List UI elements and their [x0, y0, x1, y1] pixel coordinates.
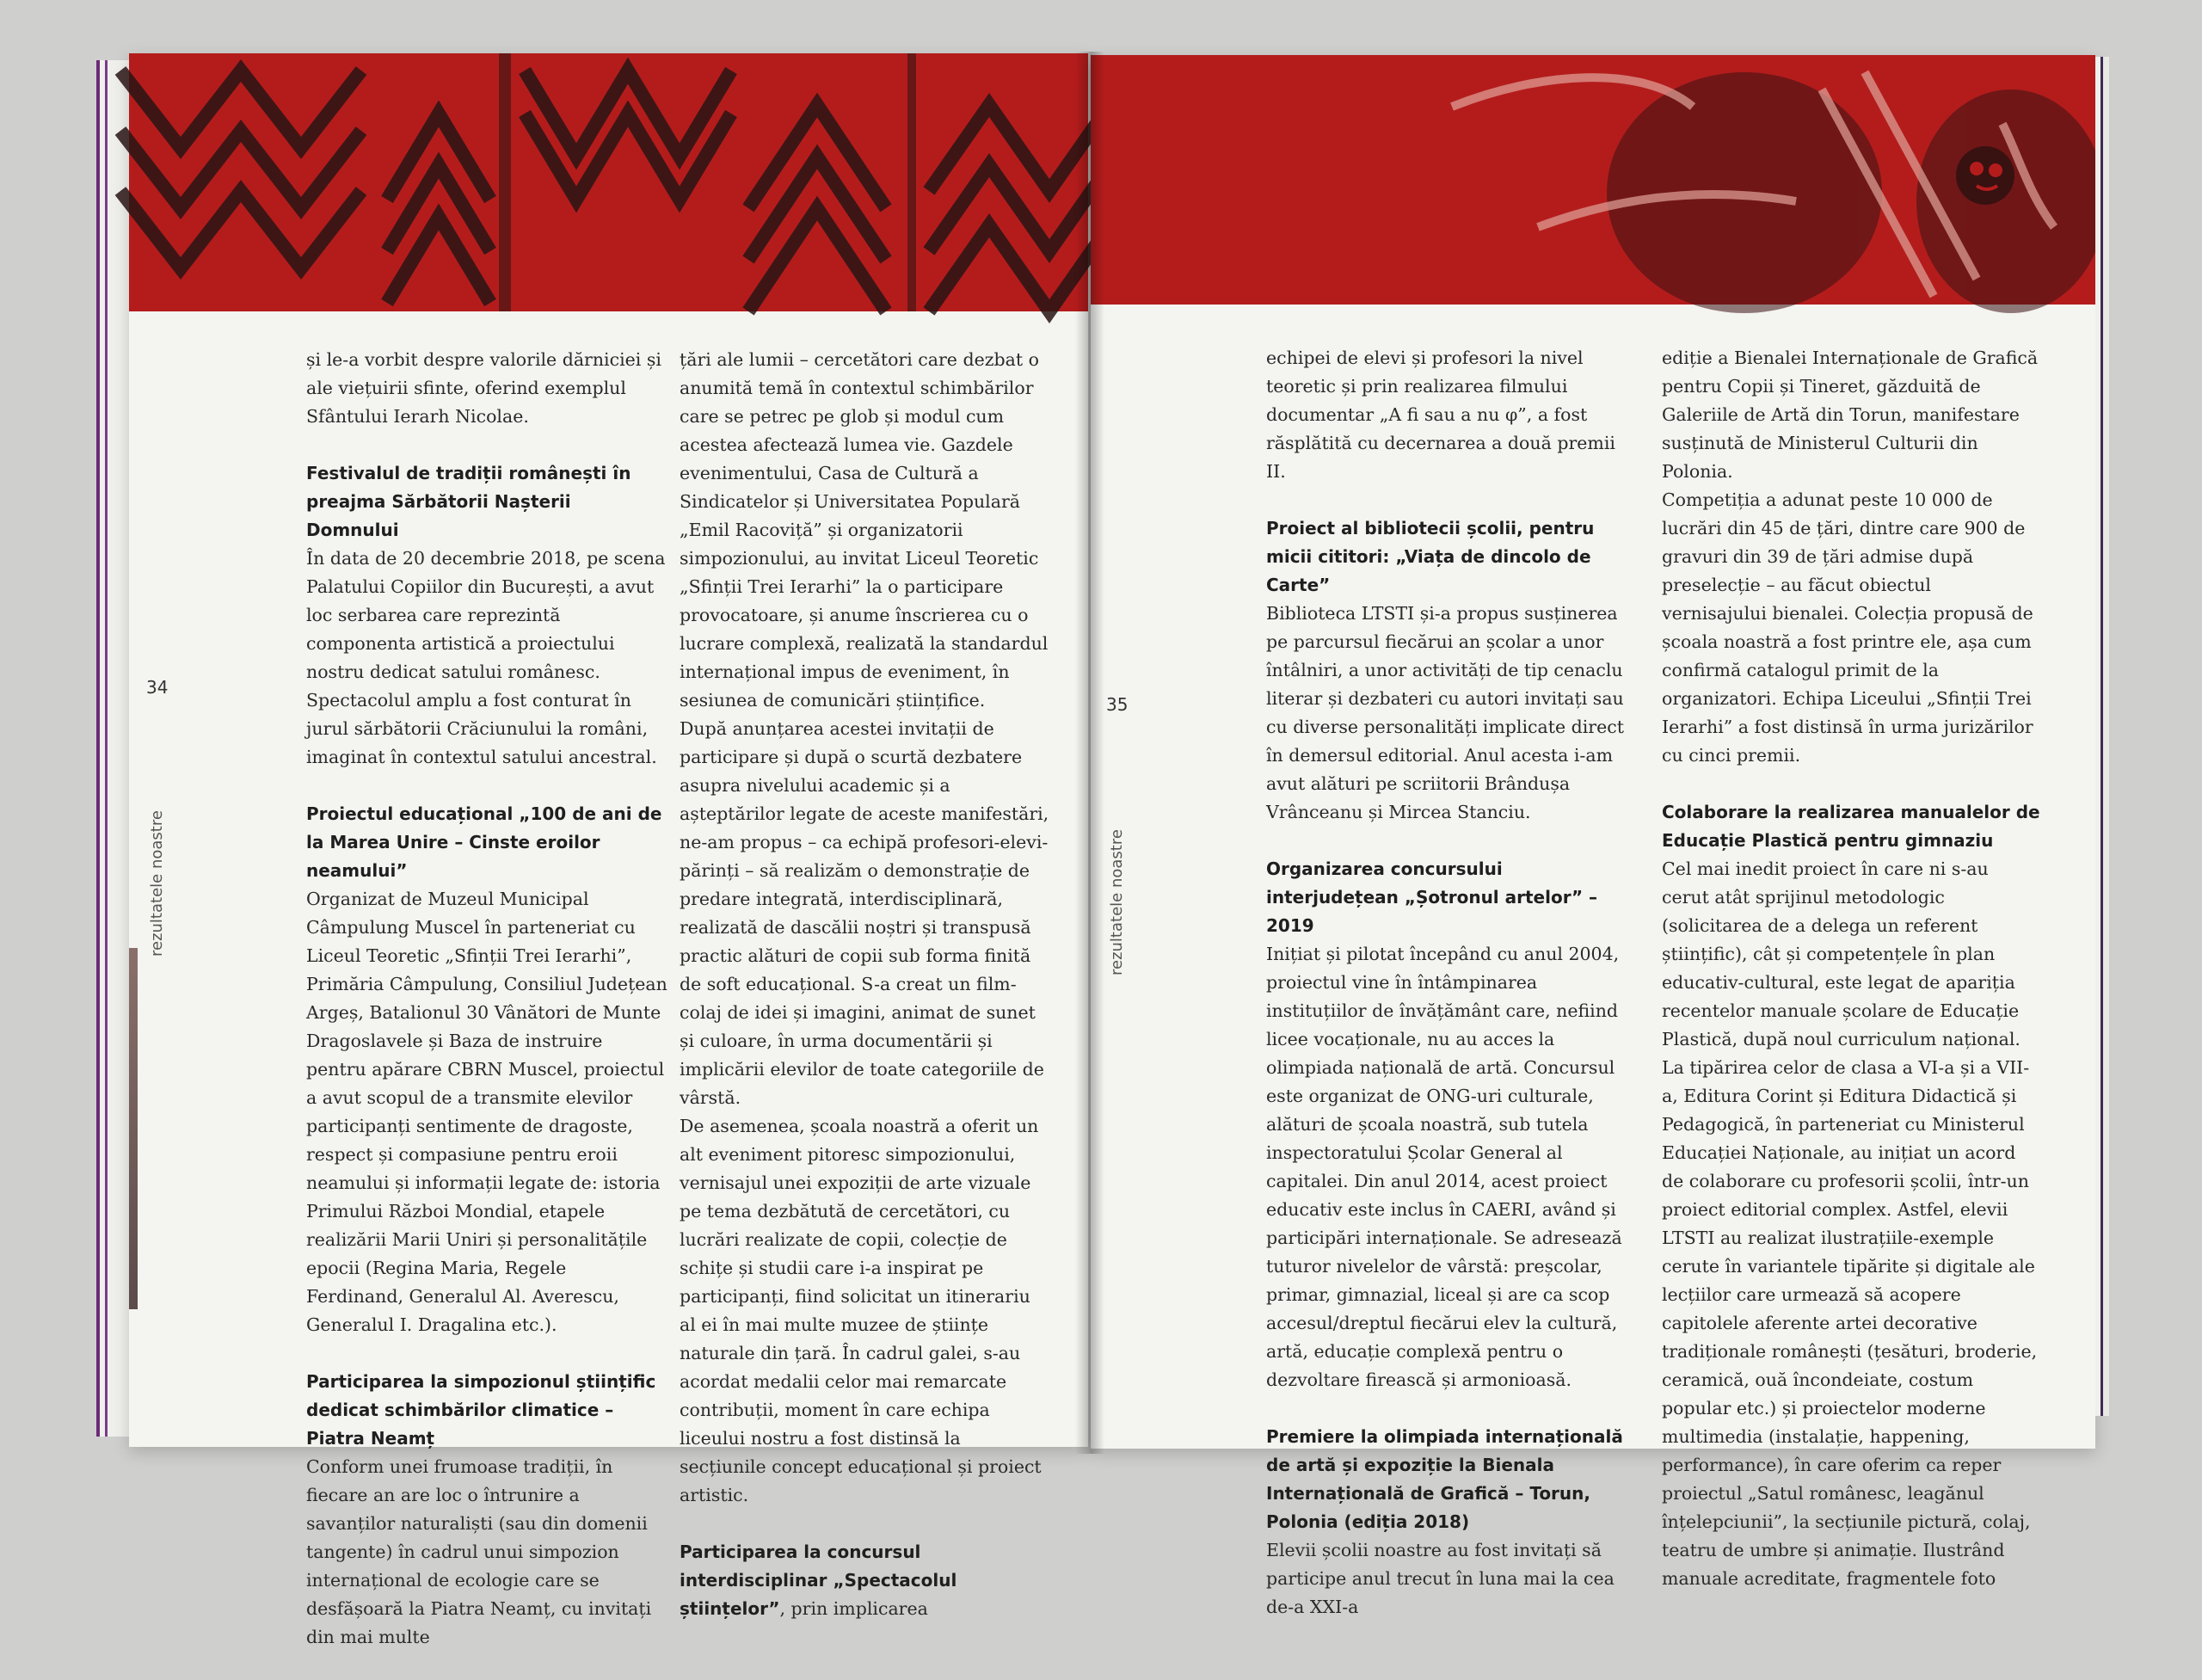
paragraph: țări ale lumii – cercetători care dezbat o anumită temă în contextul schimbărilor care se petrec pe glob și modul cum acestea afectează lumea vie. Gazdele evenimentului, Casa de Cultură a Sindicatelor și Universitatea Populară „Emil Racoviță” și organizatorii simpozionului, au invitat Liceul Teoretic „Sfinții Trei Ierarhi” la o participare provocatoare, și anume înscrierea cu o lucrare complexă, realizată la standardul internațional impus de eveniment, în sesiunea de comunicări științifice.	[680, 349, 1049, 711]
left-page-edge	[96, 60, 131, 1437]
page-number: 34	[146, 677, 169, 698]
printmaking-artwork-image	[1091, 55, 2095, 305]
section-heading: Festivalul de tradiții românești în preajma Sărbătorii Nașterii Domnului	[306, 463, 631, 540]
section-heading: Participarea la simpozionul științific dedicat schimbărilor climatice – Piatra Neamț	[306, 1371, 656, 1449]
intro-paragraph: și le-a vorbit despre valorile dărniciei și ale viețuirii sfinte, oferind exemplul Sfântului Ierarh Nicolae.	[306, 349, 661, 427]
section-heading: Premiere la olimpiada internațională de artă și expoziție la Bienala Internațională de Grafică – Torun, Polonia (ediția 2018)	[1266, 1426, 1623, 1532]
right-column-1	[1266, 344, 1636, 1650]
paragraph: ediție a Bienalei Internaționale de Grafică pentru Copii și Tineret, găzduită de Galeriile de Artă din Torun, manifestare susținută de Ministerul Culturii din Polonia.	[1662, 348, 2039, 482]
intro-paragraph: echipei de elevi și profesori la nivel teoretic și prin realizarea filmului documentar „A fi sau a nu φ”, a fost răsplătită cu decernarea a două premii II.	[1266, 348, 1615, 482]
section-body: Inițiat și pilotat începând cu anul 2004, proiectul vine în întâmpinarea instituțiilor de învățământ care, nefiind licee vocaționale, nu au acces la olimpiada națională de artă. Concursul este organizat de ONG-uri culturale, alături de școala noastră, sub tutela inspectoratului Școlar General al capitalei. Din anul 2014, acest proiect educativ este inclus în CAERI, având și participări internaționale. Se adresează tuturor nivelelor de vârstă: preșcolar, primar, gimnazial, liceal și are ca scop accesul/dreptul fiecărui elev la cultură, artă, educație complexă pentru o dezvoltare firească și armonioasă.	[1266, 944, 1622, 1390]
running-head: rezultatele noastre	[1108, 829, 1126, 975]
section-heading: Proiect al bibliotecii școlii, pentru micii cititori: „Viața de dincolo de Carte”	[1266, 518, 1595, 595]
section-heading: Proiectul educațional „100 de ani de la Marea Unire – Cinste eroilor neamului”	[306, 803, 662, 881]
right-page	[1091, 55, 2095, 1617]
left-column-2	[680, 346, 1049, 1623]
section-body: În data de 20 decembrie 2018, pe scena Palatului Copiilor din București, a avut loc serbarea care reprezintă componenta artistică a proiectului nostru dedicat satului românesc. Spectacolul amplu a fost conturat în jurul sărbătorii Crăciunului la români, imaginat în contextul satului ancestral.	[306, 548, 666, 767]
right-page-edge	[2095, 57, 2109, 1416]
right-column-2	[1662, 344, 2040, 1622]
left-banner-image	[129, 53, 1088, 311]
section-body: Conform unei frumoase tradiții, în fiecare an are loc o întrunire a savanților naturaliști (sau din domenii tangente) în cadrul unui simpozion internațional de ecologie care se desfășoară la Piatra Neamț, cu invitați din mai multe	[306, 1456, 652, 1647]
section-body: Elevii școlii noastre au fost invitați să participe anul trecut în luna mai la cea de-a XXI-a	[1266, 1540, 1615, 1617]
paragraph: Competiția a adunat peste 10 000 de lucrări din 45 de țări, dintre care 900 de gravuri din 39 de țări admise după preselecție – au făcut obiectul vernisajului bienalei. Colecția propusă de școala noastră a fost printre ele, așa cum confirmă catalogul primit de la organizatori. Echipa Liceului „Sfinții Trei Ierarhi” a fost distinsă în urma jurizărilor cu cinci premii.	[1662, 489, 2033, 766]
section-heading: Colaborare la realizarea manualelor de Educație Plastică pentru gimnaziu	[1662, 802, 2040, 851]
section-body: Cel mai inedit proiect în care ni s-au cerut atât sprijinul metodologic (solicitarea de a delega un referent științific), cât și competențele în plan educativ-cultural, este legat de apariția recentelor manuale școlare de Educație Plastică, după noul curriculum național. La tipărirea celor de clasa a VI-a și a VII-a, Editura Corint și Editura Didactică și Pedagogică, în parteneriat cu Ministerul Educației Naționale, au inițiat un acord de colaborare cu profesorii școlii, într-un proiect editorial complex. Astfel, elevii LTSTI au realizat ilustrațiile-exemple cerute în variantele tipărite și digitale ale lecțiilor care urmează să acopere capitolele aferente artei decorative tradiționale românești (țesături, broderie, ceramică, ouă încondeiate, costum popular etc.) și proiectelor moderne multimedia (instalație, happening, performance), în care oferim ca reper proiectul „Satul românesc, leagănul înțelepciunii”, la secțiunile pictură, colaj, teatru de umbre și animație. Ilustrând manuale acreditate, fragmentele foto	[1662, 858, 2038, 1589]
traditional-pattern-image	[129, 53, 1088, 311]
section-body: Organizat de Muzeul Municipal Câmpulung Muscel în parteneriat cu Liceul Teoretic „Sfinții Trei Ierarhi”, Primăria Câmpulung, Consiliul Județean Argeș, Batalionul 30 Vânători de Munte Dragoslavele și Baza de instruire pentru apărare CBRN Muscel, proiectul a avut scopul de a transmite elevilor participanți sentimente de dragoste, respect și compasiune pentru eroii neamului și informații legate de: istoria Primului Război Mondial, etapele realizării Marii Uniri și personalitățile epocii (Regina Maria, Regele Ferdinand, Generalul Al. Averescu, Generalul I. Dragalina etc.).	[306, 889, 667, 1335]
left-page	[129, 53, 1088, 1647]
right-banner-image	[1091, 55, 2095, 305]
section-heading: Participarea la concursul interdisciplinar „Spectacolul științelor”	[680, 1542, 957, 1619]
paragraph: De asemenea, școala noastră a oferit un alt eveniment pitoresc simpozionului, vernisajul unei expoziții de arte vizuale pe tema dezbătută de cercetători, cu lucrări realizate de copii, colecție de schițe și studii care i-a inspirat pe participanți, fiind solicitat un itinerariu al ei în mai multe muzee de științe naturale din țară. În cadrul galei, s-au acordat medalii celor mai remarcate contribuții, moment în care echipa liceului nostru a fost distinsă la secțiunile concept educațional și proiect artistic.	[680, 1116, 1042, 1505]
page-number: 35	[1106, 694, 1129, 715]
left-column-1	[306, 346, 667, 1680]
section-body: , prin implicarea	[779, 1598, 928, 1619]
photo-strip	[129, 948, 138, 1309]
running-head: rezultatele noastre	[148, 810, 166, 957]
paragraph: După anunțarea acestei invitații de participare și după o scurtă dezbatere asupra nivelului academic și a așteptărilor legate de aceste manifestări, ne-am propus – ca echipă profesori-elevi-părinți – să realizăm o demonstrație de predare integrată, interdisciplinară, realizată de dascălii noștri și transpusă practic alături de copii sub forma finită de soft educațional. S-a creat un film-colaj de idei și imagini, animat de sunet și culoare, în urma documentării și implicării elevilor de toate categoriile de vârstă.	[680, 718, 1049, 1108]
section-heading: Organizarea concursului interjudețean „Șotronul artelor” – 2019	[1266, 858, 1598, 936]
section-body: Biblioteca LTSTI și-a propus susținerea pe parcursul fiecărui an școlar a unor întâlniri, a unor activități de tip cenaclu literar și dezbateri cu autori invitați sau cu diverse personalități implicate direct în demersul editorial. Anul acesta i-am avut alături pe scriitorii Brândușa Vrânceanu și Mircea Stanciu.	[1266, 603, 1624, 822]
